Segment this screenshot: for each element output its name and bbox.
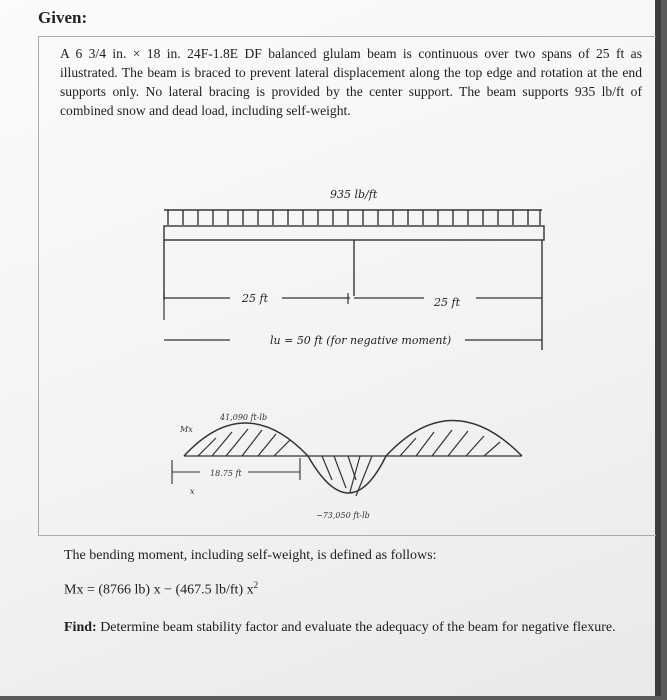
equation-lhs: Mx [64, 582, 84, 598]
span-left-label: 25 ft [242, 292, 268, 305]
beam-diagram [150, 180, 570, 540]
x-label: x [190, 487, 195, 496]
span-dimensions [164, 293, 542, 340]
lu-label: lu = 50 ft (for negative moment) [270, 334, 452, 347]
find-label: Find: [64, 620, 97, 635]
positive-moment-label: 41,090 ft-lb [220, 413, 268, 422]
moment-intro-text: The bending moment, including self-weight, is defined as follows: [64, 548, 437, 563]
moment-axis-label: Mx [180, 425, 193, 434]
load-arrows [164, 210, 542, 225]
beam [164, 226, 544, 240]
moment-equation [64, 580, 258, 599]
negative-moment-label: −73,050 ft-lb [316, 511, 370, 520]
find-text: Determine beam stability factor and evaluate the adequacy of the beam for negative flexure. [96, 620, 616, 635]
equation-exponent: 2 [253, 580, 259, 590]
given-heading: Given: [38, 8, 88, 27]
find-statement [64, 614, 624, 641]
equation-rhs: = (8766 lb) x − (467.5 lb/ft) x [83, 582, 254, 598]
moment-diagram [184, 421, 522, 497]
load-label: 935 lb/ft [330, 188, 378, 201]
given-paragraph: A 6 3/4 in. × 18 in. 24F-1.8E DF balanced glulam beam is continuous over two spans of 25 ft as illustrated. The beam is braced to prevent lateral displacement along the top edge and rotation at the end supports only. No lateral bracing is provided by the center support. The beam supports 935 lb/ft of combined snow and dead load, including self-weight. [60, 46, 642, 118]
span-right-label: 25 ft [434, 296, 460, 309]
zero-point-label: 18.75 ft [210, 469, 242, 478]
